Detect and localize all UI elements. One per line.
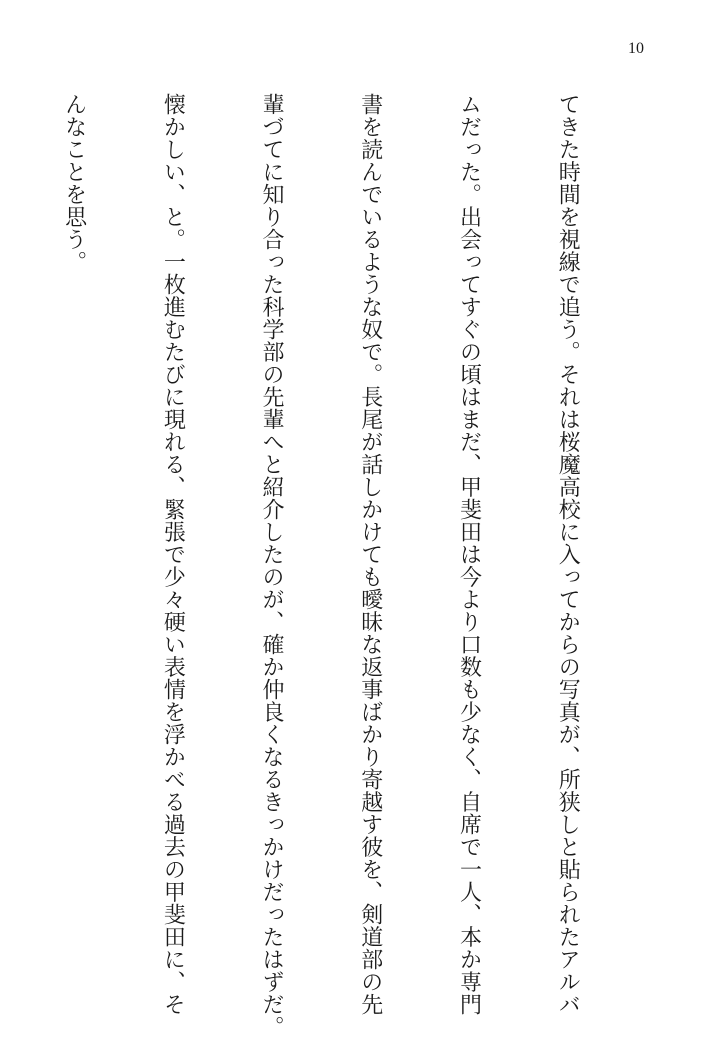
text-line: 書を読んでいるような奴で。長尾が話しかけても曖昧な返事ばかり寄越す彼を、剣道部の先 bbox=[357, 93, 383, 1016]
vertical-body-text bbox=[0, 93, 649, 1038]
page-number: 10 bbox=[628, 40, 644, 57]
text-line: ムだった。出会ってすぐの頃はまだ、甲斐田は今より口数も少なく、自席で一人、本か専門 bbox=[456, 93, 482, 1016]
text-line: 懐かしい、と。一枚進むたびに現れる、緊張で少々硬い表情を浮かべる過去の甲斐田に、そ bbox=[160, 93, 186, 1016]
text-line: てきた時間を視線で追う。それは桜魔高校に入ってからの写真が、所狭しと貼られたアルバ bbox=[555, 93, 581, 1016]
text-line: んなことを思う。 bbox=[61, 93, 87, 273]
text-line: 輩づてに知り合った科学部の先輩へと紹介したのが、確か仲良くなるきっかけだったはずだ。 bbox=[259, 93, 285, 1038]
